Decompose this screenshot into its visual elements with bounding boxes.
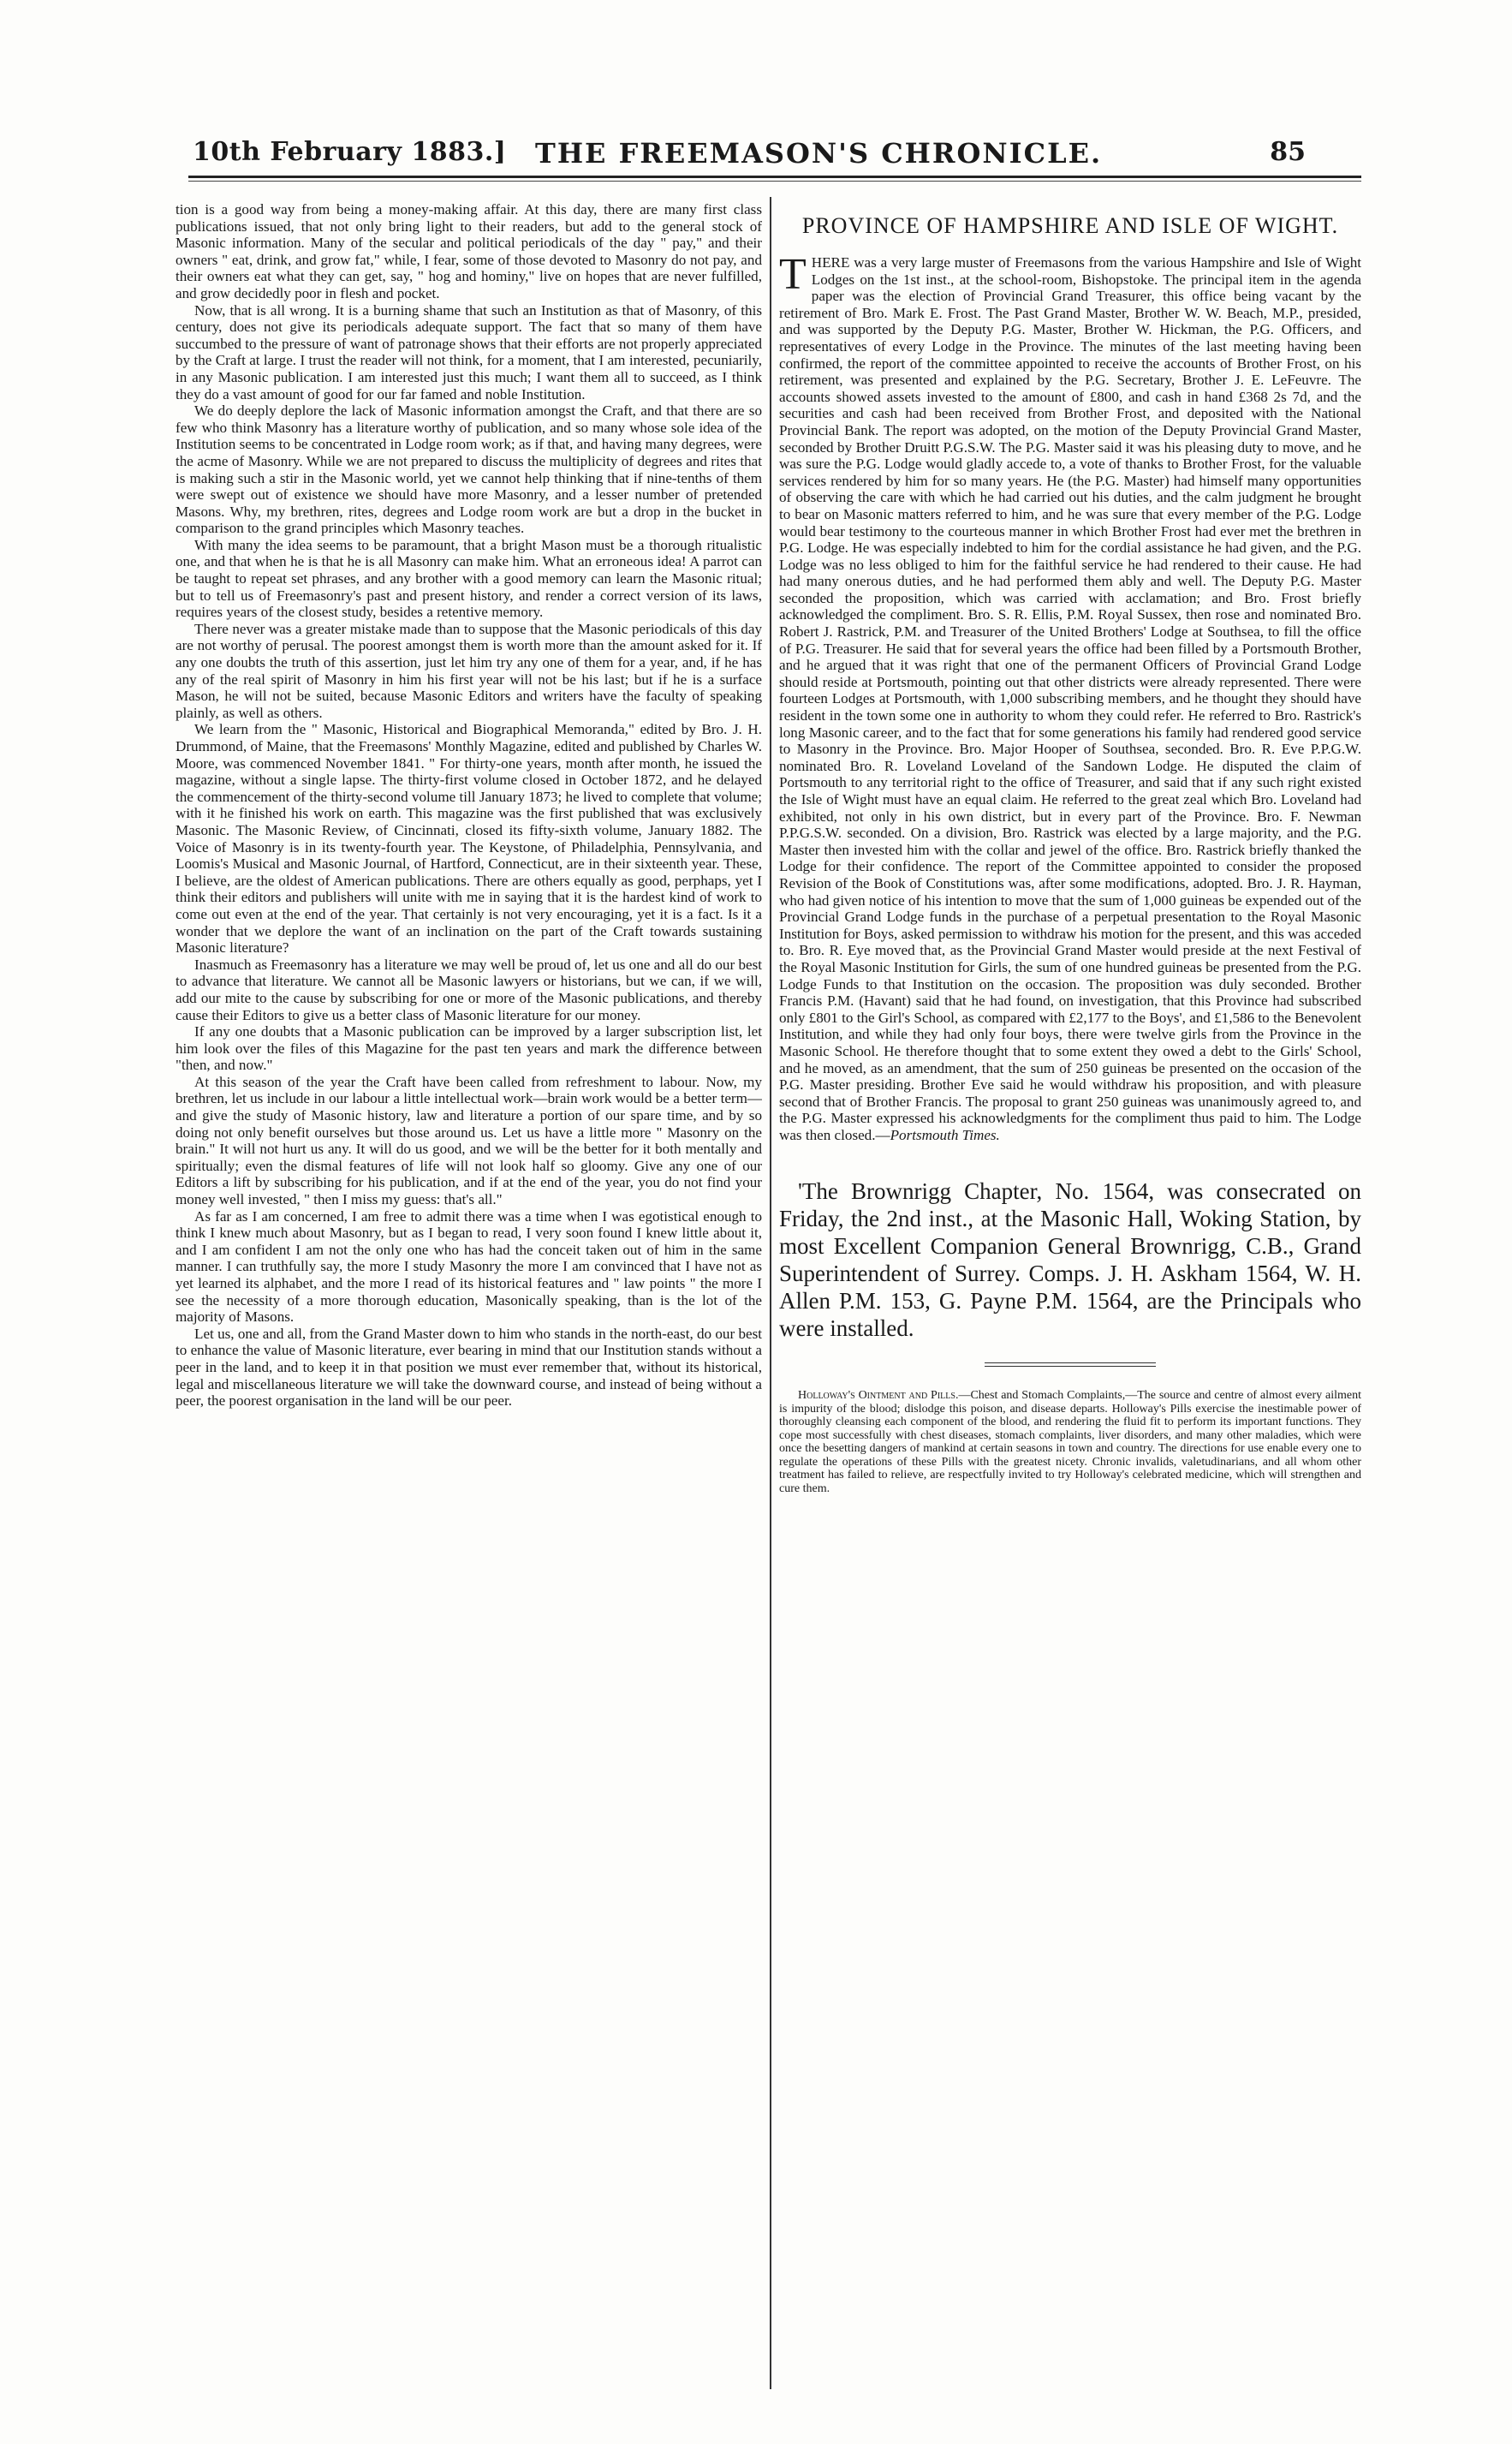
page-number: 85 bbox=[1270, 137, 1306, 167]
left-column bbox=[176, 201, 762, 2385]
drop-cap: T bbox=[779, 250, 807, 299]
report-source: Portsmouth Times. bbox=[890, 1126, 1000, 1143]
page-header bbox=[167, 128, 1357, 180]
article-paragraph: Now, that is all wrong. It is a burning shame that such an Institution as that of Masonry, of this century, does not give its periodicals adequate support. The fact that so many of them have succumbed to the pressure of want of patronage shows that their efforts are not properly appreciated by the Craft at large. I trust the reader will not think, for a moment, that I am interested, pecuniarily, in any Masonic publication. I am interested just this much; I want them all to succeed, as I think they do a vast amount of good for our far famed and noble Institution. bbox=[176, 301, 762, 402]
article-paragraph: There never was a greater mistake made than to suppose that the Masonic periodicals of this day are not worthy of perusal. The poorest amongst them is worth more than the amount asked for it. If any one doubts the truth of this assertion, just let him try any one of them for a year, and, if he has any of the real spirit of Masonry in him his first year will not be his last; but if he is a surface Mason, he will not be suited, because Masonic Editors and writers have the faculty of speaking plainly, as well as others. bbox=[176, 620, 762, 721]
publication-title: THE FREEMASON'S CHRONICLE. bbox=[535, 137, 1103, 170]
report-text: HERE was a very large muster of Freemasons from the various Hampshire and Isle of Wight Lodges on the 1st inst., at the school-room, Bishopstoke. The principal item in the agenda paper was the election of Provincial Grand Treasurer, this office being vacant by the retirement of Bro. Mark E. Frost. The Past Grand Master, Brother W. W. Beach, M.P., presided, and was supported by the Deputy P.G. Master, Brother W. Hickman, the P.G. Officers, and representatives of every Lodge in the Province. The minutes of the last meeting having been confirmed, the report of the committee appointed to receive the accounts of Brother Frost, on his retirement, was presented and explained by the P.G. Secretary, Brother J. E. LeFeuvre. The accounts showed assets invested to the amount of £800, and cash in hand £368 2s 7d, and the securities and cash had been received from Brother Frost, and deposited with the National Provincial Bank. The report was adopted, on the motion of the Deputy Provincial Grand Master, seconded by Brother Druitt P.G.S.W. The P.G. Master said it was his pleasing duty to move, and he was sure the P.G. Lodge would gladly accede to, a vote of thanks to Brother Frost, for the valuable services rendered by him for so many years. He (the P.G. Master) had himself many opportunities of observing the care with which he had carried out his duties, and the calm judgment he brought to bear on Masonic matters referred to him, and he was sure that every member of the P.G. Lodge would bear testimony to the courteous manner in which Brother Frost had ever met the brethren in P.G. Lodge. He was especially indebted to him for the cordial assistance he had given, and the P.G. Lodge was no less obliged to him for the faithful service he had rendered to their cause. He had had many onerous duties, and he had performed them ably and well. The Deputy P.G. Master seconded the proposition, which was carried with acclamation; and Bro. Frost briefly acknowledged the compliment. Bro. S. R. Ellis, P.M. Royal Sussex, then rose and nominated Bro. Robert J. Rastrick, P.M. and Treasurer of the United Brothers' Lodge at Southsea, to fill the office of P.G. Treasurer. He said that for several years the office had been filled by a Portsmouth Brother, and he argued that it was right that one of the permanent Officers of Provincial Grand Lodge should reside at Portsmouth, pointing out that other districts were already represented. There were fourteen Lodges at Portsmouth, with 1,000 subscribing members, and he thought they should have resident in the town some one in authority to whom they could refer. He referred to Bro. Rastrick's long Masonic career, and to the fact that for some generations his family had rendered good service to Masonry in the Province. Bro. Major Hooper of Southsea, seconded. Bro. R. Eve P.P.G.W. nominated Bro. R. Loveland Loveland of the Sandown Lodge. He disputed the claim of Portsmouth to any territorial right to the office of Treasurer, and said that if any such right existed the Isle of Wight must have an equal claim. He referred to the great zeal which Bro. Loveland had exhibited, not only in his own district, but in every part of the Province. Bro. F. Newman P.P.G.S.W. seconded. On a division, Bro. Rastrick was elected by a large majority, and the P.G. Master then invested him with the collar and jewel of the office. Bro. Rastrick briefly thanked the Lodge for their confidence. The report of the Committee appointed to consider the proposed Revision of the Book of Constitutions was, after some modifications, adopted. Bro. J. R. Hayman, who had given notice of his intention to move that the sum of 1,000 guineas be expended out of the Provincial Grand Lodge funds in the purchase of a perpetual presentation to the Royal Masonic Institution for Boys, asked permission to withdraw his motion for the present, and this was acceded to. Bro. R. Eye moved that, as the Provincial Grand Master would preside at the next Festival of the Royal Masonic Institution for Girls, the sum of one hundred guineas be presented from the P.G. Lodge Funds to that Institution on the occasion. The proposition was duly seconded. Brother Francis P.M. (Havant) said that he had found, on investigation, that this Province had subscribed only £801 to the Girl's School, as compared with £2,177 to the Boys', and £1,586 to the Benevolent Institution, and while they had only four boys, there were twelve girls from the Province in the Masonic School. He therefore thought that to some extent they owed a debt to the Girls' School, and he moved, as an amendment, that the sum of 250 guineas be presented on the occasion of the P.G. Master presiding. Brother Eve said he would withdraw his proposition, and with pleasure second that of Brother Francis. The proposal to grant 250 guineas was unanimously agreed to, and the P.G. Master expressed his acknowledgments for the compliment thus paid to him. The Lodge was then closed.— bbox=[779, 254, 1361, 1143]
article-heading: PROVINCE OF HAMPSHIRE AND ISLE OF WIGHT. bbox=[801, 213, 1339, 238]
holloway-advert bbox=[779, 1389, 1361, 1495]
column-divider bbox=[770, 197, 771, 2389]
article-paragraph: Let us, one and all, from the Grand Master down to him who stands in the north-east, do our best to enhance the value of Masonic literature, ever bearing in mind that our Institution stands without a peer in the land, and to keep it in that position we must ever remember that, without its historical, legal and miscellaneous literature we will take the downward course, and instead of being without a peer, the poorest organisation in the land will be our peer. bbox=[176, 1325, 762, 1410]
right-column bbox=[779, 201, 1361, 2385]
report-paragraph bbox=[779, 250, 1361, 1143]
article-paragraph: As far as I am concerned, I am free to admit there was a time when I was egotistical enough to think I knew much about Masonry, but as I began to read, I very soon found I knew little about it, and I am confident I am not the only one who has had the conceit taken out of him in the same manner. I can truthfully say, the more I study Masonry the more I am convinced that I have not as yet learned its alphabet, and the more I read of its historical features and " law points " the more I see the necessity of a more thorough education, Masonically speaking, than is the lot of the majority of Masons. bbox=[176, 1207, 762, 1326]
article-paragraph: At this season of the year the Craft have been called from refreshment to labour. Now, my brethren, let us include in our labour a little intellectual work—brain work would be a better term—and give the study of Masonic history, law and literature a portion of our spare time, and by so doing not only benefit ourselves but those around us. Let us have a little more " Masonry on the brain." It will not hurt us any. It will do us good, and we will be the better for it both mentally and spiritually; even the dismal features of life will not look half so gloomy. Give any one of our Editors a lift by subscribing for his publication, and if at the end of the year, you do not find your money well invested, " then I miss my guess: that's all." bbox=[176, 1073, 762, 1208]
article-paragraph: tion is a good way from being a money-making affair. At this day, there are many first class publications issued, that not only bring light to their readers, but add to the general stock of Masonic information. Many of the secular and political periodicals of the day " pay," and their owners " eat, drink, and grow fat," while, I fear, some of those devoted to Masonry do not pay, and their owners eat what they can get, say, " hog and hominy," live on hopes that are never fulfilled, and grow decidedly poor in flesh and pocket. bbox=[176, 201, 762, 301]
brownrigg-notice: 'The Brownrigg Chapter, No. 1564, was consecrated on Friday, the 2nd inst., at the Masonic Hall, Woking Station, by most Excellent Companion General Brownrigg, C.B., Grand Superintendent of Surrey. Comps. J. H. Askham 1564, W. H. Allen P.M. 153, G. Payne P.M. 1564, are the Principals who were installed. bbox=[779, 1178, 1361, 1342]
article-paragraph: We do deeply deplore the lack of Masonic information amongst the Craft, and that there are so few who think Masonry has a literature worthy of publication, and so many whose sole idea of the Institution seems to be concentrated in Lodge room work; as if that, and having many degrees, were the acme of Masonry. While we are not prepared to discuss the multiplicity of degrees and rites that is making such a stir in the Masonic world, yet we cannot help thinking that if nine-tenths of them were swept out of existence we should have more Masonry, and a lesser number of pretended Masons. Why, my brethren, rites, degrees and Lodge room work are but a drop in the bucket in comparison to the grand principles which Masonry teaches. bbox=[176, 402, 762, 537]
advert-body: —Chest and Stomach Complaints,—The source and centre of almost every ailment is impurity of the blood; dislodge this poison, and disease departs. Holloway's Pills exercise the inestimable power of thoroughly cleansing each component of the blood, and rendering the fluid fit to perform its important functions. They cope most successfully with chest diseases, stomach complaints, liver disorders, and many other maladies, which were once the besetting dangers of mankind at certain seasons in town and country. The directions for use enable every one to regulate the operations of these Pills with the greatest nicety. Chronic invalids, valetudinarians, and all whom other treatment has failed to relieve, are respectfully invited to try Holloway's celebrated medicine, which will strengthen and cure them. bbox=[779, 1389, 1361, 1495]
article-paragraph: If any one doubts that a Masonic publication can be improved by a larger subscription list, let him look over the files of this Magazine for the past ten years and mark the difference between "then, and now." bbox=[176, 1023, 762, 1074]
article-paragraph: With many the idea seems to be paramount, that a bright Mason must be a thorough ritualistic one, and that when he is that he is all Masonry can make him. What an erroneous idea! A parrot can be taught to repeat set phrases, and any brother with a good memory can learn the Masonic ritual; but to tell us of Freemasonry's past and present history, and render a correct version of its laws, requires years of the closest study, besides a retentive memory. bbox=[176, 536, 762, 621]
header-rule bbox=[188, 176, 1361, 178]
section-divider bbox=[985, 1362, 1156, 1367]
advert-lead: Holloway's Ointment and Pills. bbox=[798, 1389, 959, 1403]
issue-date: 10th February 1883.] bbox=[193, 137, 507, 167]
article-paragraph: Inasmuch as Freemasonry has a literature we may well be proud of, let us one and all do our best to advance that literature. We cannot all be Masonic lawyers or historians, but we can, if we will, add our mite to the cause by subscribing for one or more of the Masonic publications, and thereby cause their Editors to give us a better class of Masonic literature for our money. bbox=[176, 956, 762, 1023]
article-paragraph: We learn from the " Masonic, Historical and Biographical Memoranda," edited by Bro. J. H. Drummond, of Maine, that the Freemasons' Monthly Magazine, edited and published by Charles W. Moore, was commenced November 1841. " For thirty-one years, month after month, he issued the magazine, without a single lapse. The thirty-first volume closed in October 1872, and he delayed the commencement of the thirty-second volume till January 1873; he lived to complete that volume; with it he finished his work on earth. This magazine was the first published that was exclusively Masonic. The Masonic Review, of Cincinnati, closed its fifty-sixth volume, January 1882. The Voice of Masonry is in its twenty-fourth year. The Keystone, of Philadelphia, Pennsylvania, and Loomis's Musical and Masonic Journal, of Hartford, Connecticut, are in their sixteenth year. These, I believe, are the oldest of American publications. There are others equally as good, perphaps, yet I think their editors and publishers will unite with me in saying that it is the hardest kind of work to come out even at the end of the year. That certainly is not very encouraging, yet it is a fact. Is it a wonder that we deplore the want of an inclination on the part of the Craft towards sustaining Masonic literature? bbox=[176, 721, 762, 957]
header-rule-thin bbox=[188, 181, 1361, 182]
